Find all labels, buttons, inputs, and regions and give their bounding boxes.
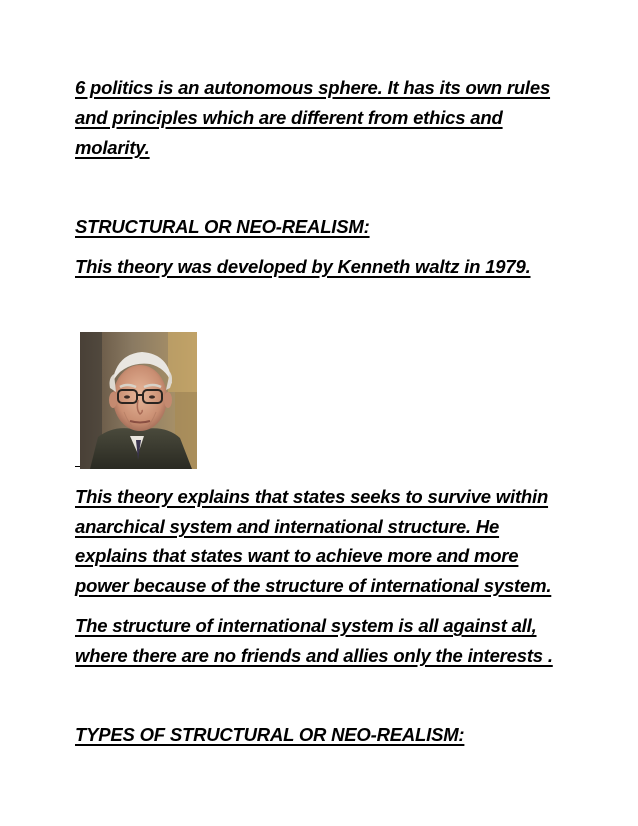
paragraph-2-line-2: anarchical system and international structure. He xyxy=(75,516,500,537)
intro-sentence: This theory was developed by Kenneth waltz in 1979. xyxy=(75,256,531,277)
paragraph-2-line-4: power because of the structure of international system. xyxy=(75,575,552,596)
paragraph-1-line-3: molarity. xyxy=(75,137,150,158)
portrait-image xyxy=(80,332,197,469)
paragraph-2-line-1: This theory explains that states seeks to survive within xyxy=(75,486,549,507)
paragraph-3-line-1: The structure of international system is all against all, xyxy=(75,615,537,636)
kenneth-waltz-portrait xyxy=(80,332,197,469)
stray-underline-mark xyxy=(75,466,80,467)
paragraph-1-line-1: 6 politics is an autonomous sphere. It has its own rules xyxy=(75,77,551,98)
paragraph-1-line-2: and principles which are different from ethics and xyxy=(75,107,503,128)
paragraph-3-line-2: where there are no friends and allies only the interests . xyxy=(75,645,553,666)
paragraph-2-line-3: explains that states want to achieve more and more xyxy=(75,545,519,566)
section-heading-structural-realism: STRUCTURAL OR NEO-REALISM: xyxy=(75,216,370,237)
section-heading-types: TYPES OF STRUCTURAL OR NEO-REALISM: xyxy=(75,724,465,745)
